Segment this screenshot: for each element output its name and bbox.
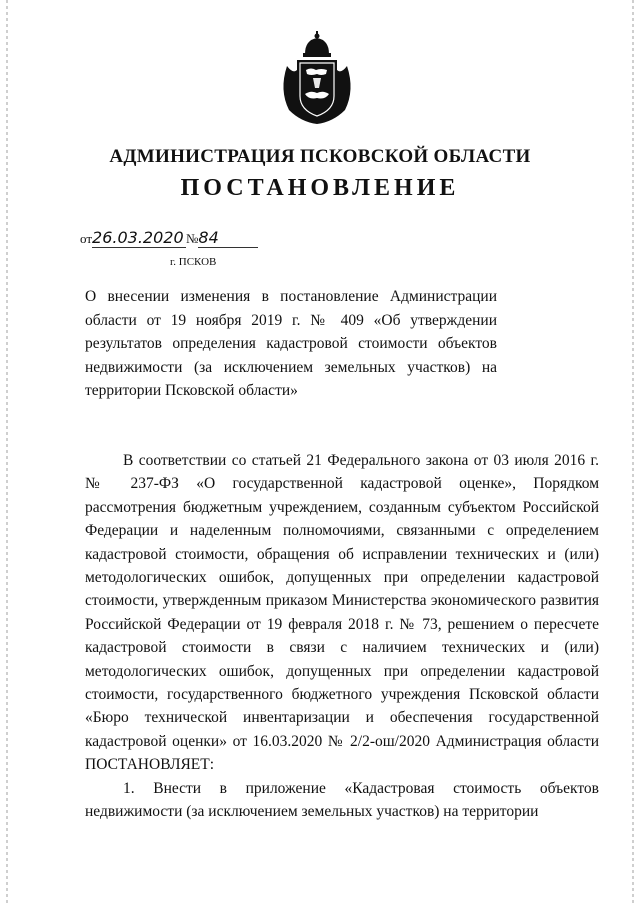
- city-label: г. ПСКОВ: [170, 256, 217, 268]
- body-paragraph-1: В соответствии со статьей 21 Федерального закона от 03 июля 2016 г. № 237-ФЗ «О государственной кадастровой оценке», Порядком рассмотрения бюджетным учреждением, созданным субъектом Российской Федерации и наделенным полномочиями, связанными с определением кадастровой стоимости, обращения об исправлении технических и (или) методологических ошибок, допущенных при определении кадастровой стоимости, утвержденным приказом Министерства экономического развития Российской Федерации от 19 февраля 2018 г. № 73, решением о пересчете кадастровой стоимости в связи с наличием технических и (или) методологических ошибок, допущенных при определении кадастровой стоимости, государственного бюджетного учреждения Псковской области «Бюро технической инвентаризации и обеспечения государственной кадастровой оценки» от 16.03.2020 № 2/2-ош/2020 Администрация области ПОСТАНОВЛЯЕТ:: [85, 452, 599, 774]
- scan-edge-left: [6, 0, 8, 905]
- scan-edge-right: [632, 0, 634, 905]
- date-prefix: от: [80, 231, 93, 246]
- document-date: 26.03.2020: [92, 228, 186, 248]
- body-paragraph-2: 1. Внести в приложение «Кадастровая стоимость объектов недвижимости (за исключением земельных участков) на территории: [85, 779, 599, 821]
- document-number: 84: [198, 228, 258, 248]
- number-prefix: №: [186, 231, 199, 246]
- date-number-line: [80, 228, 258, 248]
- coat-of-arms-emblem: [275, 30, 359, 126]
- document-subject: О внесении изменения в постановление Администрации области от 19 ноября 2019 г. № 409 «Об утверждении результатов определения кадастровой стоимости объектов недвижимости (за исключением земельных участков) на территории Псковской области»: [85, 288, 497, 399]
- document-type-title: ПОСТАНОВЛЕНИЕ: [180, 175, 460, 201]
- document-body: [85, 449, 599, 824]
- organization-title: АДМИНИСТРАЦИЯ ПСКОВСКОЙ ОБЛАСТИ: [109, 146, 531, 167]
